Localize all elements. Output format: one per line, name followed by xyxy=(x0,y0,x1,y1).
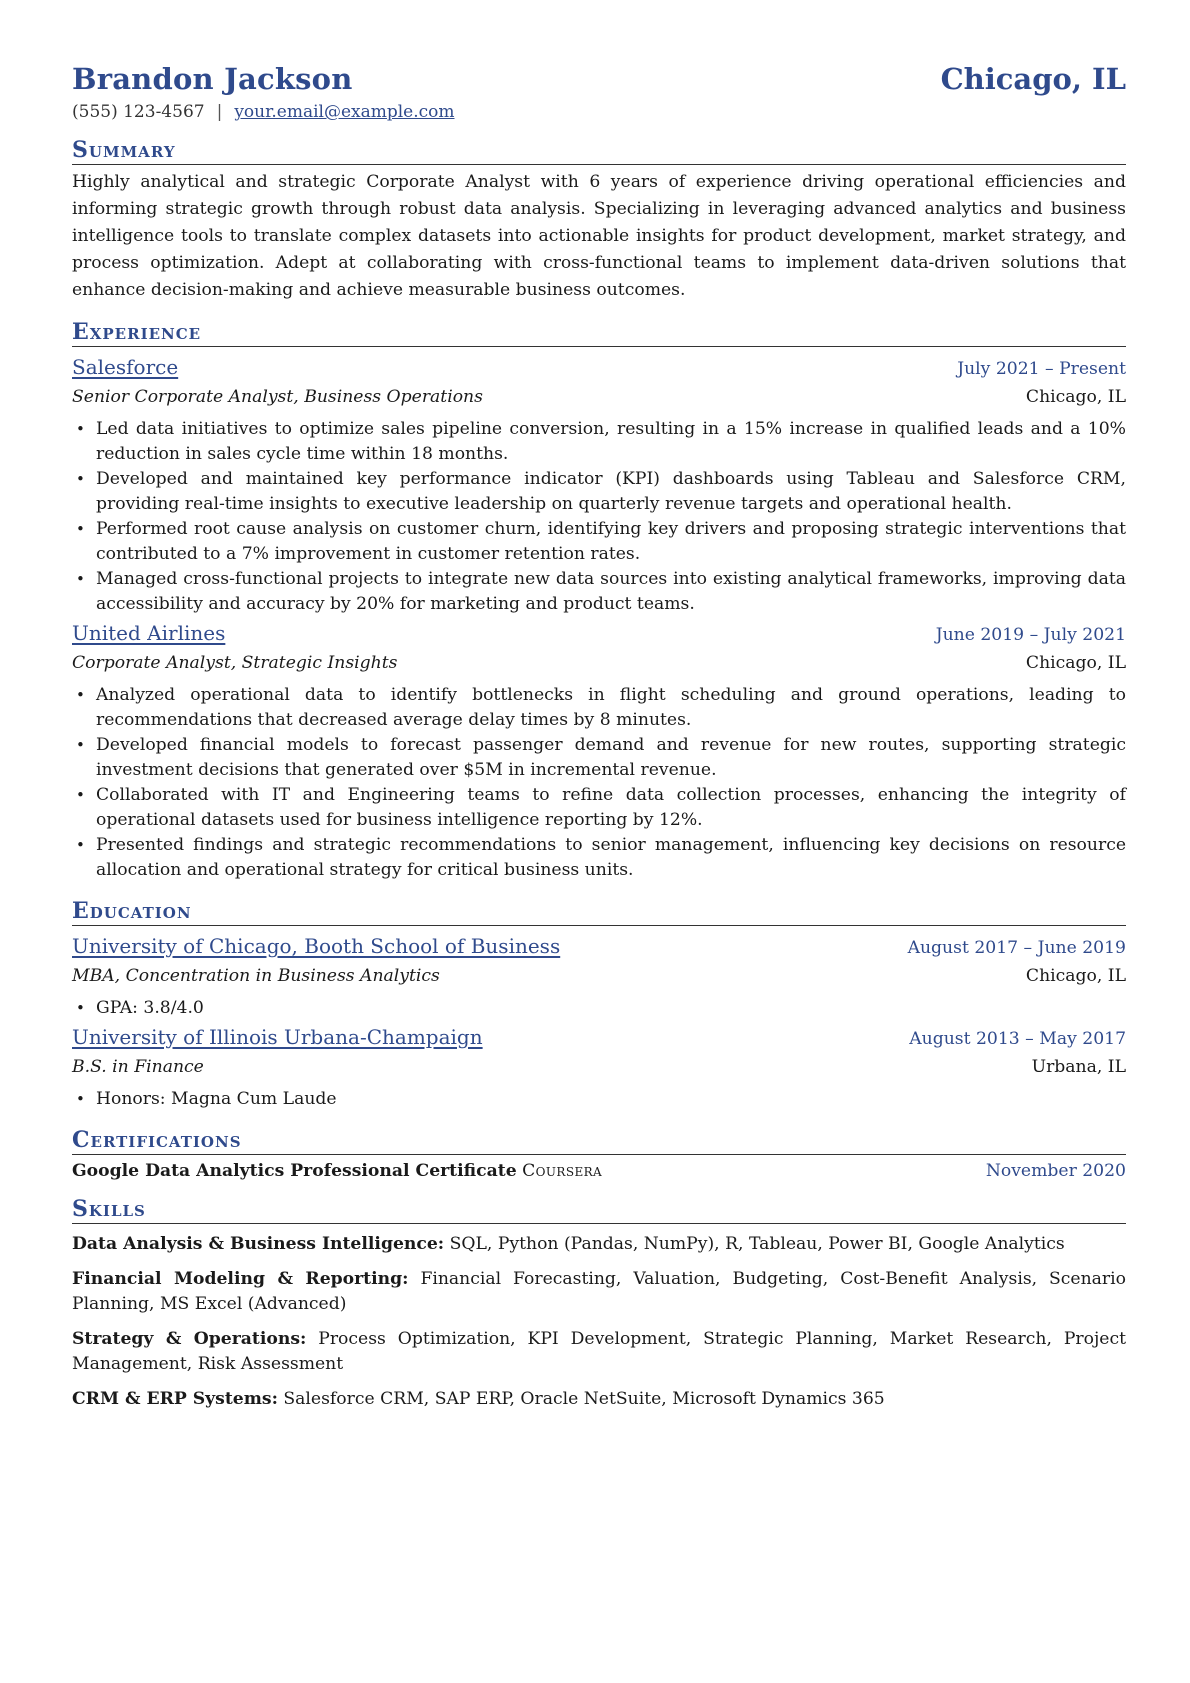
skill-items: Process Optimization, KPI Development, Strategic Planning, Market Research, Project Management, Risk Assessment xyxy=(72,1329,1126,1374)
skill-group xyxy=(72,1232,1126,1257)
entry-subheader-row xyxy=(72,649,1126,677)
entry-header-row xyxy=(72,932,1126,962)
education-dates: August 2017 – June 2019 xyxy=(907,938,1126,958)
job-title: Corporate Analyst, Strategic Insights xyxy=(72,653,398,673)
experience-entry-united xyxy=(72,619,1126,883)
contact-separator: | xyxy=(216,102,223,122)
education-entry-booth xyxy=(72,932,1126,1021)
list-item: • Collaborated with IT and Engineering teams to refine data collection processes, enhancing the integrity of operational datasets used for business intelligence reporting by 12%. xyxy=(96,783,1126,833)
list-item: • Managed cross-functional projects to integrate new data sources into existing analytical frameworks, improving data accessibility and accuracy by 20% for marketing and product teams. xyxy=(96,567,1126,617)
skill-items: Financial Forecasting, Valuation, Budgeting, Cost-Benefit Analysis, Scenario Planning, MS Excel (Advanced) xyxy=(72,1269,1126,1314)
list-item: • Honors: Magna Cum Laude xyxy=(96,1087,1126,1112)
company-name[interactable]: United Airlines xyxy=(72,621,226,645)
list-item: • Analyzed operational data to identify bottlenecks in flight scheduling and ground operations, leading to recommendations that decreased average delay times by 8 minutes. xyxy=(96,683,1126,733)
phone-number: (555) 123-4567 xyxy=(72,102,205,122)
degree-title: MBA, Concentration in Business Analytics xyxy=(72,966,440,986)
achievement-list xyxy=(72,683,1126,883)
employment-dates: July 2021 – Present xyxy=(957,359,1126,379)
entry-header-row xyxy=(72,619,1126,649)
school-location: Urbana, IL xyxy=(1031,1057,1126,1077)
skill-category: CRM & ERP Systems: xyxy=(72,1389,278,1409)
skill-category: Data Analysis & Business Intelligence: xyxy=(72,1234,445,1254)
certification-issuer: Coursera xyxy=(522,1161,603,1181)
skill-items: SQL, Python (Pandas, NumPy), R, Tableau, Power BI, Google Analytics xyxy=(449,1234,1065,1254)
entry-header-row xyxy=(72,1023,1126,1053)
experience-heading: Experience xyxy=(72,318,1126,347)
list-item: • Performed root cause analysis on customer churn, identifying key drivers and proposing strategic interventions that contributed to a 7% improvement in customer retention rates. xyxy=(96,517,1126,567)
entry-header-row xyxy=(72,353,1126,383)
summary-text: Highly analytical and strategic Corporate Analyst with 6 years of experience driving operational efficiencies and informing strategic growth through robust data analysis. Specializing in leveraging advanced analytics and business intelligence tools to translate complex datasets into actionable insights for product development, market strategy, and process optimization. Adept at collaborating with cross-functional teams to implement data-driven solutions that enhance decision-making and achieve measurable business outcomes. xyxy=(72,172,1126,300)
school-name[interactable]: University of Illinois Urbana-Champaign xyxy=(72,1025,483,1049)
list-item: • Developed financial models to forecast passenger demand and revenue for new routes, supporting strategic investment decisions that generated over $5M in incremental revenue. xyxy=(96,733,1126,783)
certification-entry xyxy=(72,1161,1126,1181)
company-name[interactable]: Salesforce xyxy=(72,355,179,379)
education-dates: August 2013 – May 2017 xyxy=(909,1029,1126,1049)
entry-subheader-row xyxy=(72,383,1126,411)
summary-heading: Summary xyxy=(72,136,1126,165)
list-item: • Developed and maintained key performance indicator (KPI) dashboards using Tableau and Salesforce CRM, providing real-time insights to executive leadership on quarterly revenue targets and operational health. xyxy=(96,467,1126,517)
school-location: Chicago, IL xyxy=(1025,966,1126,986)
experience-entry-salesforce xyxy=(72,353,1126,617)
education-entry-uiuc xyxy=(72,1023,1126,1112)
certification-date: November 2020 xyxy=(985,1161,1126,1181)
skill-group xyxy=(72,1387,1126,1412)
school-name[interactable]: University of Chicago, Booth School of Business xyxy=(72,934,561,958)
certification-label xyxy=(72,1161,602,1181)
list-item: • Presented findings and strategic recommendations to senior management, influencing key decisions on resource allocation and operational strategy for critical business units. xyxy=(96,833,1126,883)
job-title: Senior Corporate Analyst, Business Operations xyxy=(72,387,483,407)
skill-items: Salesforce CRM, SAP ERP, Oracle NetSuite, Microsoft Dynamics 365 xyxy=(283,1389,885,1409)
email-link[interactable]: your.email@example.com xyxy=(234,102,455,122)
job-location: Chicago, IL xyxy=(1025,653,1126,673)
candidate-location: Chicago, IL xyxy=(940,62,1126,96)
achievement-list xyxy=(72,417,1126,617)
education-heading: Education xyxy=(72,897,1126,926)
skill-group xyxy=(72,1327,1126,1377)
contact-line xyxy=(72,102,1126,122)
list-item: • Led data initiatives to optimize sales pipeline conversion, resulting in a 15% increase in qualified leads and a 10% reduction in sales cycle time within 18 months. xyxy=(96,417,1126,467)
skill-group xyxy=(72,1267,1126,1317)
certifications-heading: Certifications xyxy=(72,1126,1126,1155)
entry-subheader-row xyxy=(72,1053,1126,1081)
education-detail-list xyxy=(72,996,1126,1021)
education-detail-list xyxy=(72,1087,1126,1112)
skill-category: Financial Modeling & Reporting: xyxy=(72,1269,409,1289)
degree-title: B.S. in Finance xyxy=(72,1057,204,1077)
list-item: • GPA: 3.8/4.0 xyxy=(96,996,1126,1021)
employment-dates: June 2019 – July 2021 xyxy=(935,625,1126,645)
skills-heading: Skills xyxy=(72,1195,1126,1224)
certification-name: Google Data Analytics Professional Certificate xyxy=(72,1161,517,1181)
entry-subheader-row xyxy=(72,962,1126,990)
resume-page xyxy=(72,62,1126,1412)
skill-category: Strategy & Operations: xyxy=(72,1329,307,1349)
candidate-name: Brandon Jackson xyxy=(72,62,353,96)
resume-header xyxy=(72,62,1126,96)
job-location: Chicago, IL xyxy=(1025,387,1126,407)
